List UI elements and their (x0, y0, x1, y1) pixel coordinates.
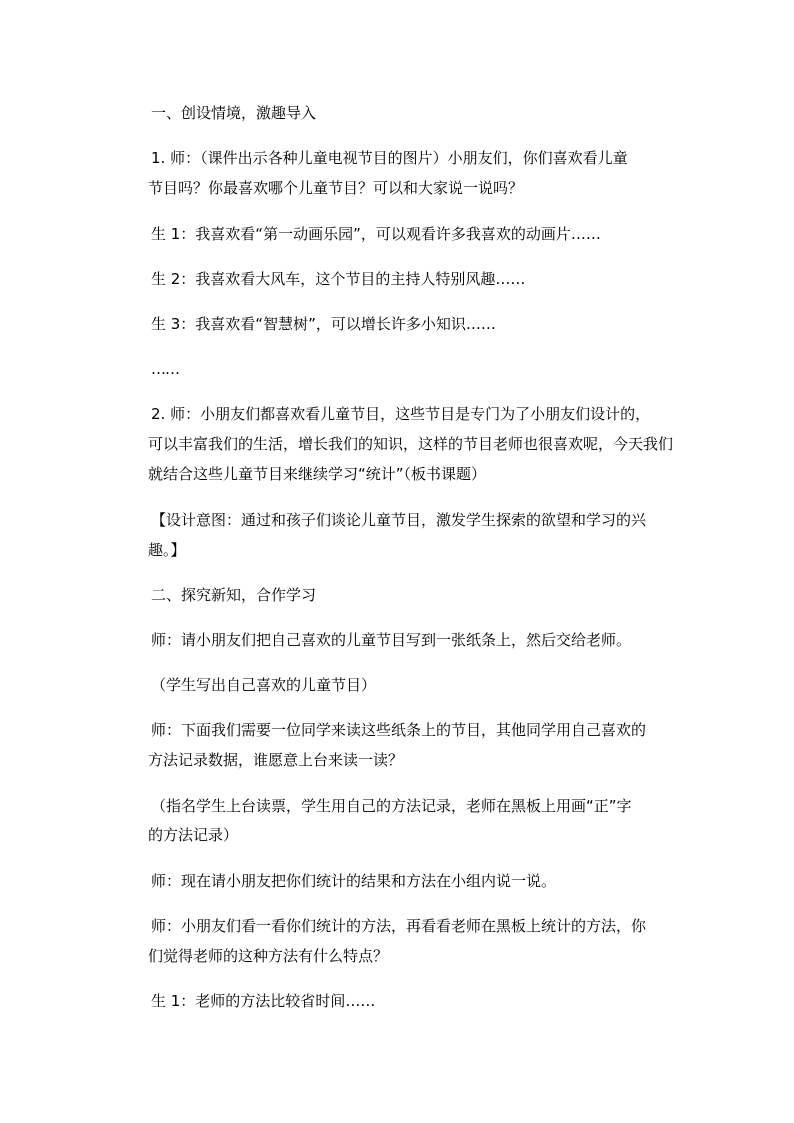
teacher-note-2-line-2: 的方法记录） (148, 826, 239, 844)
paragraph-2-line-3: 就结合这些儿童节目来继续学习“统计”（板书课题） (148, 465, 487, 483)
paragraph-2-line-2: 可以丰富我们的生活，增长我们的知识，这样的节目老师也很喜欢呢，今天我们 (148, 435, 674, 453)
paragraph-1-line-1: 1. 师：（课件出示各种儿童电视节目的图片）小朋友们，你们喜欢看儿童 (151, 149, 628, 167)
ellipsis-line: …… (151, 360, 179, 378)
paragraph-1-line-2: 节目吗？你最喜欢哪个儿童节目？可以和大家说一说吗？ (148, 179, 524, 197)
teacher-note-2-line-1: （指名学生上台读票，学生用自己的方法记录，老师在黑板上用画“正”字 (151, 797, 632, 815)
student-answer-2: 生 2：我喜欢看大风车，这个节目的主持人特别风趣…… (151, 270, 526, 288)
section-heading-2: 二、探究新知，合作学习 (151, 586, 317, 604)
design-intent-line-2: 趣。】 (148, 541, 186, 559)
teacher-note-1: （学生写出自己喜欢的儿童节目） (151, 676, 377, 694)
teacher-instruction-2-line-2: 方法记录数据，谁愿意上台来读一读？ (148, 751, 404, 769)
design-intent-line-1: 【设计意图：通过和孩子们谈论儿童节目，激发学生探索的欲望和学习的兴 (151, 511, 647, 529)
student-answer-4: 生 1：老师的方法比较省时间…… (151, 992, 376, 1010)
teacher-question-line-1: 师：小朋友们看一看你们统计的方法，再看看老师在黑板上统计的方法，你 (151, 917, 647, 935)
teacher-instruction-1: 师：请小朋友们把自己喜欢的儿童节目写到一张纸条上，然后交给老师。 (151, 631, 632, 649)
teacher-instruction-2-line-1: 师：下面我们需要一位同学来读这些纸条上的节目，其他同学用自己喜欢的 (151, 721, 647, 739)
paragraph-2-line-1: 2. 师：小朋友们都喜欢看儿童节目，这些节目是专门为了小朋友们设计的， (151, 405, 651, 423)
teacher-instruction-3: 师：现在请小朋友把你们统计的结果和方法在小组内说一说。 (151, 872, 557, 890)
student-answer-1: 生 1：我喜欢看“第一动画乐园”，可以观看许多我喜欢的动画片…… (151, 225, 601, 243)
teacher-question-line-2: 们觉得老师的这种方法有什么特点？ (148, 947, 389, 965)
student-answer-3: 生 3：我喜欢看“智慧树”，可以增长许多小知识…… (151, 315, 496, 333)
section-heading-1: 一、创设情境，激趣导入 (151, 104, 317, 122)
